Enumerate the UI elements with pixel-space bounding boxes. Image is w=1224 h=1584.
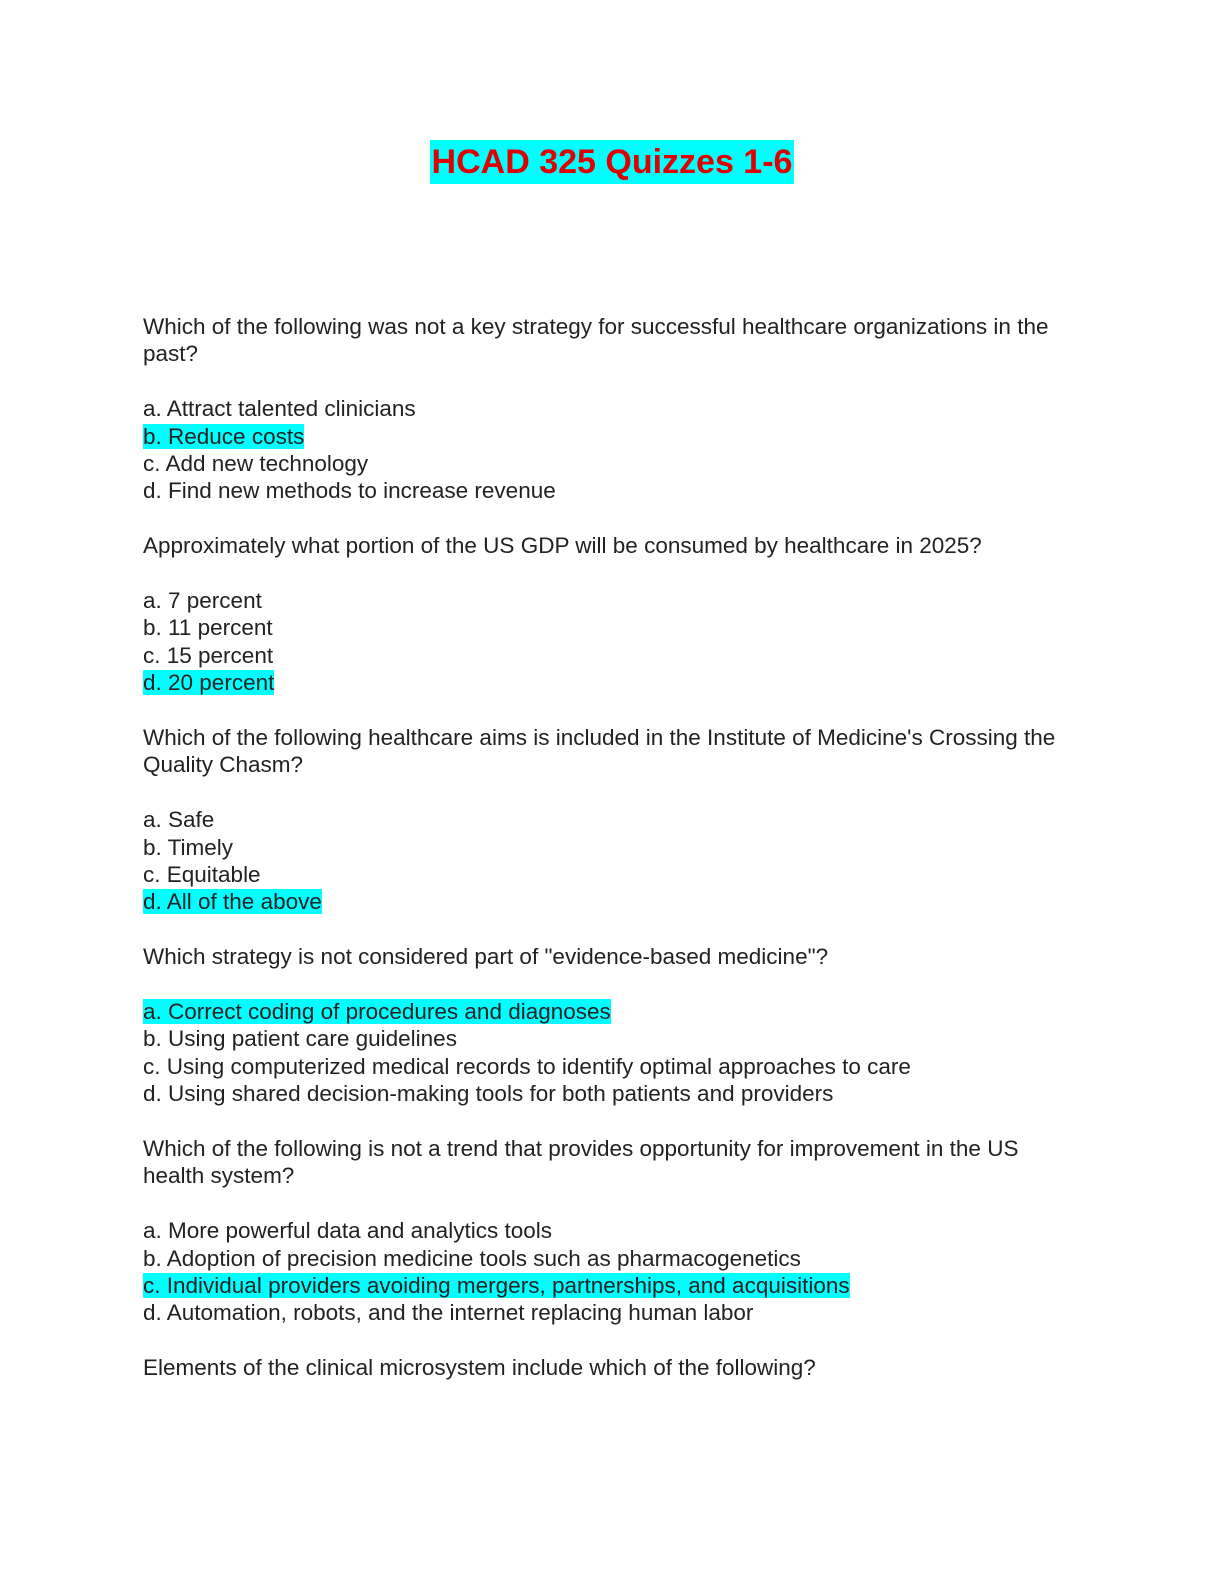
answer-option [143,587,1083,614]
answer-option-text: c. Individual providers avoiding mergers, partnerships, and acquisitions [143,1273,850,1299]
answer-option-highlighted [143,669,1083,696]
quiz-question [143,532,1083,696]
answer-option [143,1053,1083,1080]
question-text: Approximately what portion of the US GDP will be consumed by healthcare in 2025? [143,533,982,559]
answer-option-text: d. 20 percent [143,670,275,696]
answer-options [143,998,1083,1108]
answer-option-text: b. Timely [143,834,234,860]
answer-option [143,642,1083,669]
answer-option [143,861,1083,888]
answer-option-text: d. All of the above [143,889,322,915]
question-text: Which of the following was not a key strategy for successful healthcare organizations in the past? [143,314,1049,367]
answer-option [143,1025,1083,1052]
answer-option-highlighted [143,998,1083,1025]
answer-option-text: a. More powerful data and analytics tools [143,1218,552,1244]
quiz-question [143,1135,1083,1327]
answer-option [143,614,1083,641]
question-text: Which of the following healthcare aims is included in the Institute of Medicine's Crossing the Quality Chasm? [143,725,1056,778]
document-title: HCAD 325 Quizzes 1-6 [430,140,795,184]
answer-option-text: c. Equitable [143,862,261,888]
answer-option-text: d. Automation, robots, and the internet replacing human labor [143,1300,754,1326]
answer-option [143,1080,1083,1107]
answer-option-highlighted [143,1272,1083,1299]
question-text: Elements of the clinical microsystem include which of the following? [143,1355,816,1381]
answer-options [143,587,1083,697]
answer-option [143,1245,1083,1272]
answer-option-text: a. 7 percent [143,588,262,614]
answer-option [143,395,1083,422]
answer-option [143,1217,1083,1244]
answer-option-text: a. Safe [143,807,215,833]
answer-option [143,834,1083,861]
answer-option-highlighted [143,888,1083,915]
answer-option-text: d. Find new methods to increase revenue [143,478,556,504]
answer-options [143,806,1083,916]
answer-option-text: b. Using patient care guidelines [143,1026,457,1052]
quiz-content [143,313,1083,1409]
title-container [0,140,1224,184]
quiz-question [143,943,1083,1107]
answer-option-text: b. 11 percent [143,615,273,641]
question-text: Which strategy is not considered part of "evidence-based medicine"? [143,944,829,970]
answer-option [143,1299,1083,1326]
answer-option-text: a. Attract talented clinicians [143,396,416,422]
answer-option-text: b. Reduce costs [143,423,305,449]
question-text: Which of the following is not a trend that provides opportunity for improvement in the US health system? [143,1136,1019,1189]
answer-option-text: c. Using computerized medical records to identify optimal approaches to care [143,1053,911,1079]
answer-option-text: c. Add new technology [143,451,369,477]
answer-option [143,477,1083,504]
answer-option-text: a. Correct coding of procedures and diagnoses [143,999,611,1025]
answer-options [143,1217,1083,1327]
answer-option [143,450,1083,477]
answer-option [143,806,1083,833]
answer-option-text: b. Adoption of precision medicine tools such as pharmacogenetics [143,1245,801,1271]
quiz-question [143,1354,1083,1381]
answer-option-text: c. 15 percent [143,642,274,668]
answer-options [143,395,1083,505]
quiz-question [143,313,1083,505]
quiz-question [143,724,1083,916]
answer-option-text: d. Using shared decision-making tools for both patients and providers [143,1081,834,1107]
answer-option-highlighted [143,423,1083,450]
